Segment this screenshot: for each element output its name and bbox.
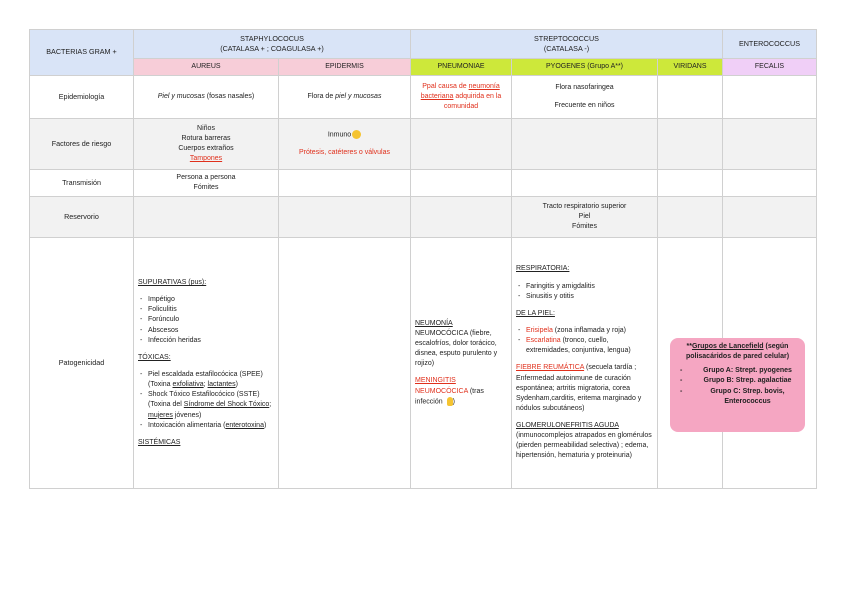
cell-text: Tracto respiratorio superior <box>542 202 627 210</box>
strep-title: STREPTOCOCCUS <box>534 33 599 43</box>
list-item: - Abscesos <box>148 326 274 336</box>
list-item: - Faringitis y amigdalitis <box>526 282 653 292</box>
row-reservorio <box>30 197 817 238</box>
staph-title: STAPHYLOCOCUS <box>240 33 304 43</box>
cell-text: lactantes <box>207 381 236 389</box>
empty-cell <box>134 197 279 238</box>
empty-cell <box>411 197 512 238</box>
cell-text: Niños <box>197 124 215 132</box>
list-item: - Forúnculo <box>148 315 274 325</box>
cell-text: jóvenes) <box>172 411 202 419</box>
cell-text: ) <box>235 381 238 389</box>
list-item <box>148 390 274 420</box>
empty-cell <box>279 170 411 197</box>
cell-text: Erisipela <box>526 326 553 334</box>
epi-epidermis-cell <box>279 76 411 119</box>
cell-text: Piel escaldada estafilocócica (SPEE) (Toxina <box>148 371 263 389</box>
list-item <box>526 326 653 336</box>
section-title: RESPIRATORIA: <box>516 265 570 273</box>
row-label: Epidemiología <box>30 76 134 119</box>
cell-text: Síndrome del Shock Tóxico <box>183 401 270 409</box>
cell-text: Flora nasofaringea <box>555 84 614 92</box>
cell-text: NEUMOCÓCICA <box>415 387 468 395</box>
row-epidemiologia <box>30 76 817 119</box>
empty-cell <box>658 170 723 197</box>
row-label: Reservorio <box>30 197 134 238</box>
section-title: TÓXICAS: <box>138 353 171 361</box>
cell-text: Prótesis, catéteres o válvulas <box>298 148 391 156</box>
list-item <box>148 421 274 431</box>
epi-pneumoniae-cell <box>411 76 512 119</box>
entero-header: ENTEROCOCCUS <box>723 30 817 59</box>
epidermis-header: EPIDERMIS <box>279 59 411 76</box>
cell-text: Shock Tóxico Estafilocócico (SSTE) (Toxina del <box>148 391 260 409</box>
pneumoniae-header: PNEUMONIAE <box>411 59 512 76</box>
empty-cell <box>279 197 411 238</box>
epi-pyogenes-cell <box>512 76 658 119</box>
empty-cell <box>723 197 817 238</box>
cell-text: exfoliativa <box>172 381 204 389</box>
cell-text: Piel <box>578 212 591 220</box>
corner-header: BACTERIAS GRAM + <box>30 30 134 76</box>
lancefield-title <box>676 342 799 362</box>
empty-cell <box>658 197 723 238</box>
empty-cell <box>411 119 512 170</box>
pyogenes-header: PYOGENES (Grupo A**) <box>512 59 658 76</box>
cell-text: (inmunocomplejos atrapados en glomérulos (pierden permeabilidad selectiva) ; edema, hipertensión, hematuria y proteinuria) <box>516 432 652 460</box>
section-title: GLOMERULONEFRITIS AGUDA <box>516 422 619 430</box>
cell-text: Frecuente en niños <box>554 101 615 109</box>
cell-text: Rotura barreras <box>181 134 231 142</box>
cell-text: ) <box>263 421 267 429</box>
empty-cell <box>512 119 658 170</box>
list-item: - Infección heridas <box>148 336 274 346</box>
empty-cell <box>512 170 658 197</box>
epi-aureus-cell <box>134 76 279 119</box>
cell-text: ** <box>686 343 692 350</box>
list-item: - Foliculitis <box>148 305 274 315</box>
cell-text: Cuerpos extraños <box>178 145 234 152</box>
list-item: - Grupo C: Strep. bovis, Enterococcus <box>696 387 799 407</box>
cell-text: adquirida en la comunidad <box>443 92 502 111</box>
staph-subtitle: (CATALASA + ; COAGULASA +) <box>220 44 324 53</box>
row-factores <box>30 119 817 170</box>
cell-text: piel y mucosas <box>335 92 382 100</box>
transmision-aureus-cell <box>134 170 279 197</box>
section-title: FIEBRE REUMÁTICA <box>516 364 585 372</box>
cell-text: (según polisacáridos de pared celular) <box>685 343 790 361</box>
cell-text: ; <box>203 381 208 389</box>
section-title: DE LA PIEL: <box>516 309 555 317</box>
row-label: Patogenicidad <box>30 238 134 489</box>
list-item: - Impétigo <box>148 295 274 305</box>
cell-text: (zona inflamada y roja) <box>552 326 627 334</box>
patogenicidad-pneumoniae-cell: NEUMONÍA NEUMOCÓCICA (fiebre, escalofríos, dolor torácico, disnea, esputo purulento y rojizo) MENINGITIS NEUMOCÓCICA (tras infección ) <box>411 238 512 489</box>
cell-text: (secuela tardía ; Enfermedad autoinmune de curación espontánea; artritis migratoria, corea Sydenham,carditis, eritema marginado y nódulos subcutáneos) <box>516 364 642 412</box>
strep-subtitle: (CATALASA -) <box>543 44 590 53</box>
supurativas-list <box>138 295 274 346</box>
list-item: - Sinusitis y otitis <box>526 292 653 302</box>
strep-header <box>411 30 723 59</box>
cell-text: ; <box>269 401 272 409</box>
factores-aureus-cell <box>134 119 279 170</box>
factores-epidermis-cell <box>279 119 411 170</box>
respiratoria-list <box>516 282 653 302</box>
cell-text: mujeres <box>148 411 173 419</box>
empty-cell <box>723 170 817 197</box>
section-title: NEUMONÍA <box>415 319 453 327</box>
cell-text: NEUMOCÓCICA <box>415 329 468 337</box>
cell-text: enterotoxina <box>225 421 264 429</box>
cell-text: Fómites <box>572 223 597 231</box>
patogenicidad-pyogenes-cell <box>512 238 658 489</box>
list-item: - Grupo B: Strep. agalactiae <box>696 376 799 386</box>
empty-cell <box>279 238 411 489</box>
cell-text: Piel y mucosas <box>157 92 205 100</box>
list-item <box>148 370 274 390</box>
reservorio-pyogenes-cell <box>512 197 658 238</box>
cell-text: neumonía bacteriana <box>420 82 500 100</box>
row-label: Factores de riesgo <box>30 119 134 170</box>
cell-text: Tampones <box>189 155 223 163</box>
patogenicidad-aureus-cell <box>134 238 279 489</box>
aureus-header: AUREUS <box>134 59 279 76</box>
empty-cell <box>723 76 817 119</box>
list-item <box>526 336 653 356</box>
empty-cell <box>723 119 817 170</box>
cell-text: (tronco, cuello, extremidades, conjuntiva, lengua) <box>526 337 631 355</box>
piel-list <box>516 326 653 356</box>
fecalis-header: FECALIS <box>723 59 817 76</box>
row-transmision <box>30 170 817 197</box>
lancefield-list <box>676 366 799 407</box>
cell-text: (fiebre, escalofríos, dolor torácico, disnea, esputo purulento y rojizo) <box>415 329 498 368</box>
cell-text: (tras infección <box>415 387 484 406</box>
cell-text: Grupos de Lancefield <box>691 343 764 350</box>
cell-text: Fómites <box>193 184 219 191</box>
staph-header <box>134 30 411 59</box>
cell-text: Ppal causa de <box>422 82 469 90</box>
empty-cell <box>411 170 512 197</box>
row-label: Transmisión <box>30 170 134 197</box>
cell-text: (fosas nasales) <box>204 92 255 100</box>
lancefield-note <box>670 338 805 432</box>
section-title: SISTÉMICAS <box>138 438 181 446</box>
emoji-icon <box>352 130 361 139</box>
cell-text: Flora de <box>307 92 336 100</box>
toxicas-list <box>138 370 274 431</box>
viridans-header: VIRIDANS <box>658 59 723 76</box>
section-title: SUPURATIVAS (pus): <box>138 279 207 287</box>
cell-text: Inmuno <box>327 131 352 139</box>
cell-text: Intoxicación alimentaria ( <box>148 421 226 429</box>
list-item: - Grupo A: Strept. pyogenes <box>696 366 799 376</box>
section-title: MENINGITIS <box>415 377 456 385</box>
cell-text: Persona a persona <box>176 173 236 181</box>
empty-cell <box>658 76 723 119</box>
cell-text: Escarlatina <box>526 337 561 345</box>
empty-cell <box>658 119 723 170</box>
